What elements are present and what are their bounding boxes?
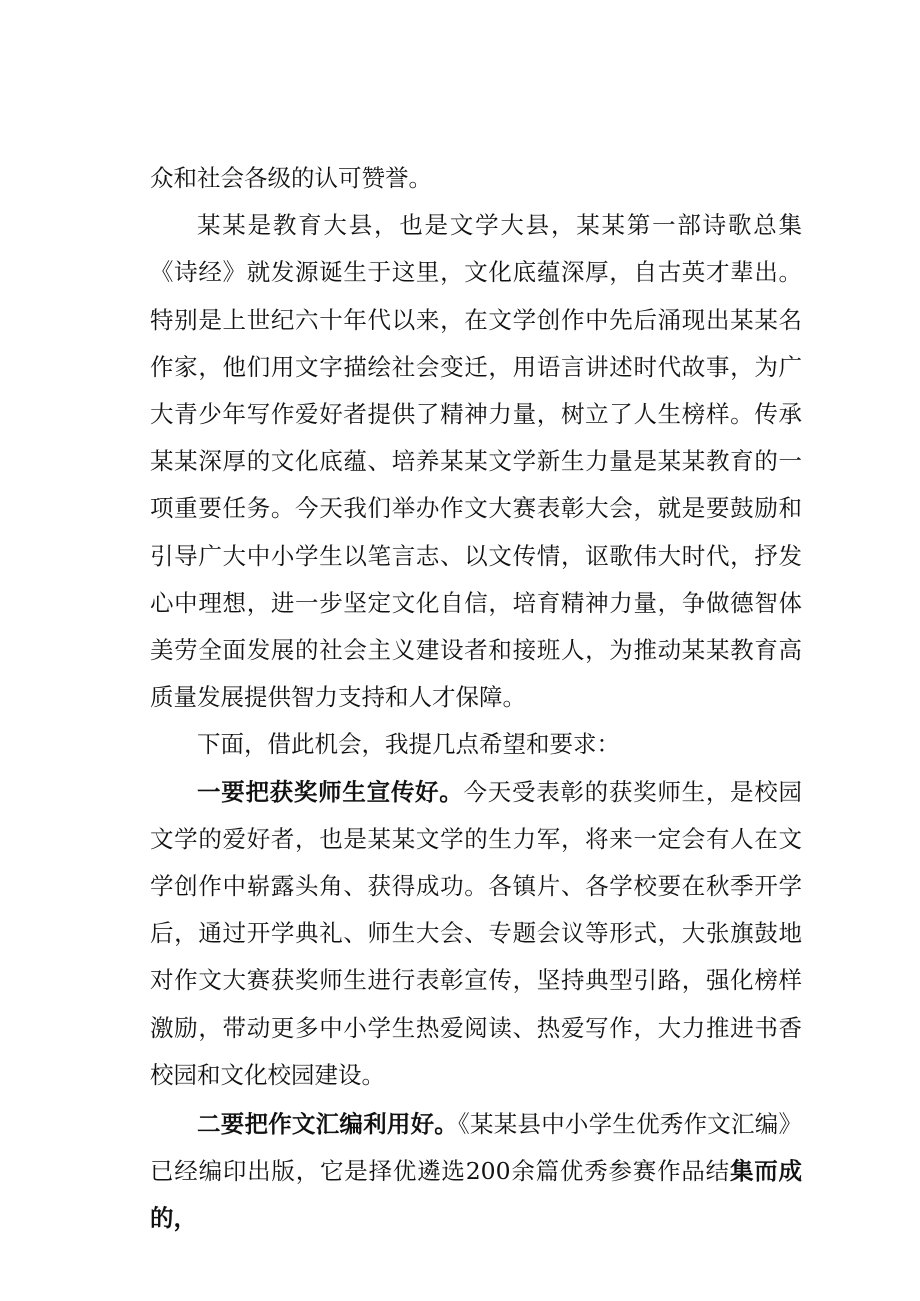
paragraph-requirement-one [150,769,802,1099]
paragraph-requirement-two [150,1101,802,1243]
paragraph-requirements-intro [150,721,802,768]
document-body [150,155,802,1243]
section-heading: 一要把获奖师生宣传好。 [197,777,464,806]
paragraph-text: 今天受表彰的获奖师生，是校园文学的爱好者，也是某某文学的生力军，将来一定会有人在文学创作中崭露头角、获得成功。各镇片、各学校要在秋季开学后，通过开学典礼、师生大会、专题会议等形式，大张旗鼓地对作文大赛获奖师生进行表彰宣传，坚持典型引路，强化榜样激励，带动更多中小学生热爱阅读、热爱写作，大力推进书香校园和文化校园建设。 [150,777,803,1089]
paragraph-continuation [150,155,802,202]
paragraph-text-bold-tail: 集而成的， [150,1157,803,1233]
paragraph-county-culture [150,202,802,721]
paragraph-text: 下面，借此机会，我提几点希望和要求： [197,730,620,759]
paragraph-text: 《某某县中小学生优秀作文汇编》已经编印出版，它是择优遴选200余篇优秀参赛作品结 [150,1110,803,1186]
paragraph-text: 众和社会各级的认可赞誉。 [150,164,432,192]
paragraph-text: 某某是教育大县，也是文学大县，某某第一部诗歌总集《诗经》就发源诞生于这里，文化底蕴深厚，自古英才辈出。特别是上世纪六十年代以来，在文学创作中先后涌现出某某名作家，他们用文字描绘社会变迁，用语言讲述时代故事，为广大青少年写作爱好者提供了精神力量，树立了人生榜样。传承某某深厚的文化底蕴、培养某某文学新生力量是某某教育的一项重要任务。今天我们举办作文大赛表彰大会，就是要鼓励和引导广大中小学生以笔言志、以文传情，讴歌伟大时代，抒发心中理想，进一步坚定文化自信，培育精神力量，争做德智体美劳全面发展的社会主义建设者和接班人，为推动某某教育高质量发展提供智力支持和人才保障。 [150,211,802,712]
section-heading: 二要把作文汇编利用好。 [197,1110,459,1139]
